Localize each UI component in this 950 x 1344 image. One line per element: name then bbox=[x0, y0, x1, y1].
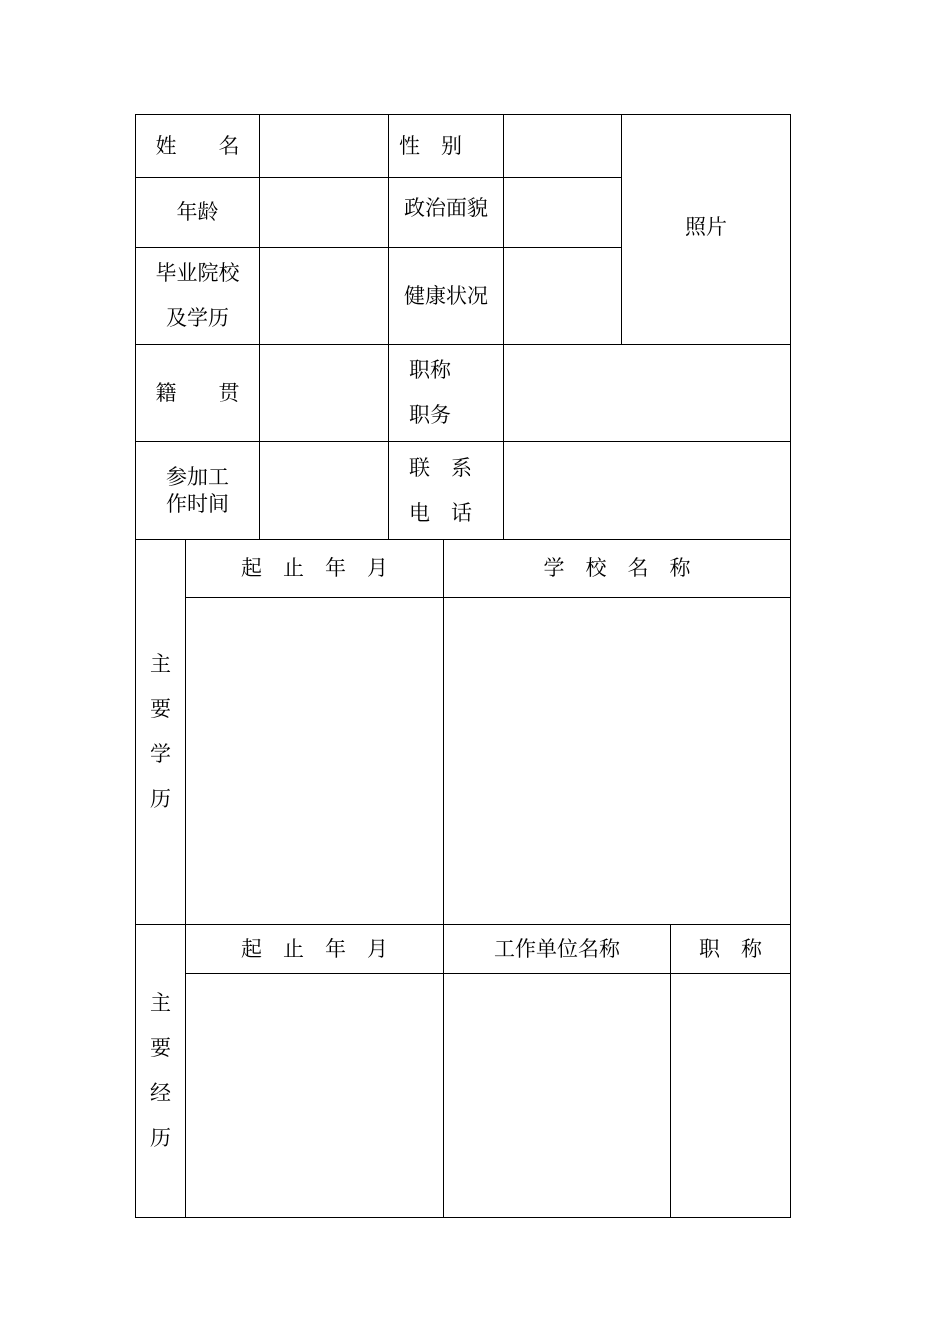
label-phone: 联 系 电 话 bbox=[389, 442, 504, 540]
field-title[interactable] bbox=[504, 345, 791, 442]
field-work-start[interactable] bbox=[260, 442, 389, 540]
education-field-period[interactable] bbox=[186, 598, 444, 925]
label-political: 政治面貌 bbox=[389, 178, 504, 248]
field-health[interactable] bbox=[504, 248, 622, 345]
field-political[interactable] bbox=[504, 178, 622, 248]
label-work-start: 参加工 作时间 bbox=[135, 442, 260, 540]
label-age: 年龄 bbox=[135, 178, 260, 248]
education-field-school[interactable] bbox=[444, 598, 791, 925]
experience-field-title[interactable] bbox=[671, 974, 791, 1218]
experience-header-title: 职 称 bbox=[671, 925, 791, 974]
field-gender[interactable] bbox=[504, 114, 622, 178]
label-photo: 照片 bbox=[685, 214, 727, 239]
education-side-label: 主 要 学 历 bbox=[135, 540, 186, 925]
field-phone[interactable] bbox=[504, 442, 791, 540]
label-health: 健康状况 bbox=[389, 248, 504, 345]
label-title: 职称 职务 bbox=[389, 345, 504, 442]
experience-side-label: 主 要 经 历 bbox=[135, 925, 186, 1218]
field-native[interactable] bbox=[260, 345, 389, 442]
field-name[interactable] bbox=[260, 114, 389, 178]
experience-header-period: 起 止 年 月 bbox=[186, 925, 444, 974]
label-gender: 性 别 bbox=[389, 114, 504, 178]
field-age[interactable] bbox=[260, 178, 389, 248]
label-school: 毕业院校 及学历 bbox=[135, 248, 260, 345]
label-name: 姓 名 bbox=[135, 114, 260, 178]
label-native: 籍 贯 bbox=[135, 345, 260, 442]
education-header-period: 起 止 年 月 bbox=[186, 540, 444, 598]
field-school[interactable] bbox=[260, 248, 389, 345]
education-header-school: 学 校 名 称 bbox=[444, 540, 791, 598]
photo-box[interactable] bbox=[622, 114, 791, 345]
experience-field-period[interactable] bbox=[186, 974, 444, 1218]
experience-header-unit: 工作单位名称 bbox=[444, 925, 671, 974]
experience-field-unit[interactable] bbox=[444, 974, 671, 1218]
